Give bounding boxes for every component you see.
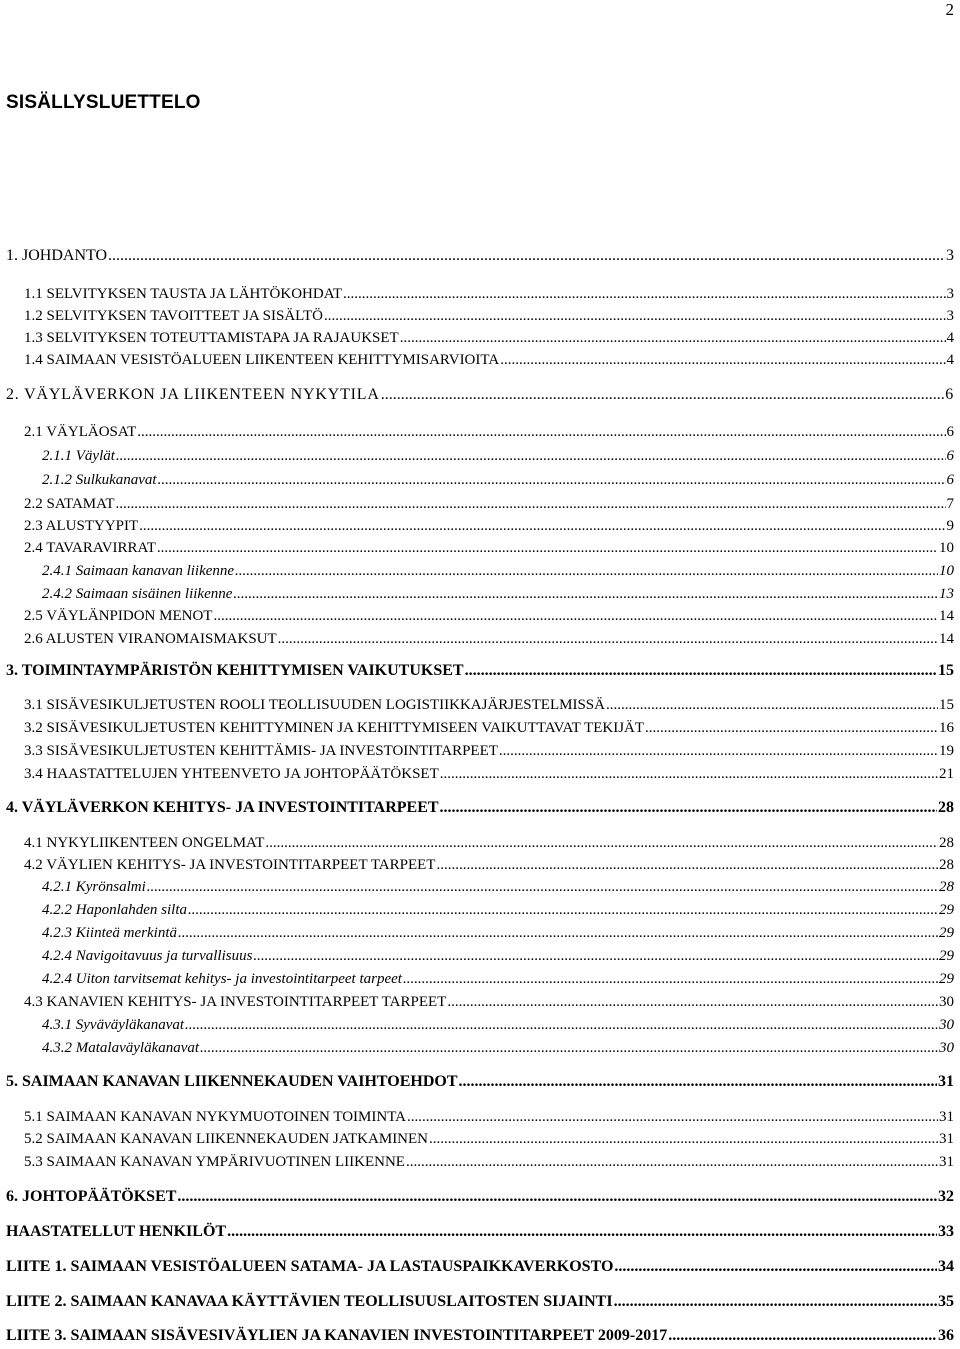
toc-entry-page: 30: [939, 994, 954, 1010]
toc-entry-page: 35: [938, 1293, 954, 1310]
toc-entry-label: 2.4 TAVARAVIRRAT: [24, 540, 156, 556]
dot-leader: [400, 331, 946, 346]
toc-entry-page: 29: [939, 902, 954, 918]
toc-entry-page: 32: [938, 1188, 954, 1205]
dot-leader: [381, 387, 944, 403]
toc-entry-label: 2. VÄYLÄVERKON JA LIIKENTEEN NYKYTILA: [6, 386, 380, 403]
dot-leader: [500, 353, 945, 368]
toc-entry[interactable]: [24, 331, 954, 346]
toc-entry-label: 5.2 SAIMAAN KANAVAN LIIKENNEKAUDEN JATKAMINEN: [24, 1131, 429, 1147]
toc-entry-page: 6: [945, 386, 954, 403]
dot-leader: [185, 1018, 938, 1033]
toc-entry-page: 33: [938, 1223, 954, 1240]
toc-entry-label: 2.3 ALUSTYYPIT: [24, 518, 139, 534]
toc-entry[interactable]: [42, 903, 954, 918]
toc-entry[interactable]: [6, 1328, 954, 1344]
dot-leader: [265, 836, 938, 851]
toc-entry-label: 4.2.4 Uiton tarvitsemat kehitys- ja investointitarpeet tarpeet: [42, 971, 402, 987]
toc-entry-page: 3: [946, 308, 954, 324]
toc-entry-page: 3: [946, 247, 954, 264]
toc-entry-page: 15: [938, 662, 954, 679]
toc-entry-page: 31: [938, 1073, 954, 1090]
dot-leader: [499, 744, 938, 759]
toc-entry[interactable]: [42, 926, 954, 941]
toc-entry-page: 30: [939, 1017, 954, 1033]
toc-entry-label: 1.2 SELVITYKSEN TAVOITTEET JA SISÄLTÖ: [24, 308, 323, 324]
page-title: SISÄLLYSLUETTELO: [6, 92, 201, 113]
toc-entry[interactable]: [42, 972, 954, 987]
dot-leader: [429, 1132, 938, 1147]
dot-leader: [606, 698, 938, 713]
toc-entry-page: 36: [938, 1327, 954, 1344]
dot-leader: [227, 1224, 937, 1240]
toc-entry-page: 4: [946, 352, 954, 368]
dot-leader: [407, 1110, 938, 1125]
toc-entry-page: 3: [946, 286, 954, 302]
toc-entry[interactable]: [24, 309, 954, 324]
toc-entry-label: 4.3 KANAVIEN KEHITYS- JA INVESTOINTITARPEET TARPEET: [24, 994, 447, 1010]
toc-entry-page: 19: [939, 743, 954, 759]
toc-entry-label: 1.1 SELVITYKSEN TAUSTA JA LÄHTÖKOHDAT: [24, 286, 343, 302]
dot-leader: [440, 767, 938, 782]
toc-entry-label: 2.1.1 Väylät: [42, 448, 115, 464]
toc-entry[interactable]: [24, 519, 954, 534]
toc-entry[interactable]: [24, 609, 954, 624]
dot-leader: [158, 473, 946, 488]
toc-entry-page: 29: [939, 948, 954, 964]
toc-entry-label: 2.1 VÄYLÄOSAT: [24, 424, 137, 440]
dot-leader: [213, 609, 938, 624]
toc-entry-label: LIITE 3. SAIMAAN SISÄVESIVÄYLIEN JA KANAVIEN INVESTOINTITARPEET 2009-2017: [6, 1327, 668, 1344]
toc-entry[interactable]: [6, 387, 954, 403]
toc-entry[interactable]: [42, 587, 954, 602]
toc-entry-label: 1. JOHDANTO: [6, 247, 108, 264]
dot-leader: [436, 858, 938, 873]
toc-entry[interactable]: [42, 564, 954, 579]
toc-entry-page: 15: [939, 697, 954, 713]
dot-leader: [645, 721, 938, 736]
toc-entry[interactable]: [24, 767, 954, 782]
toc-entry[interactable]: [24, 858, 954, 873]
toc-entry[interactable]: [24, 995, 954, 1010]
dot-leader: [278, 632, 938, 647]
toc-entry-label: LIITE 2. SAIMAAN KANAVAA KÄYTTÄVIEN TEOLLISUUSLAITOSTEN SIJAINTI: [6, 1293, 613, 1310]
toc-entry-label: 4.2.1 Kyrönsalmi: [42, 879, 146, 895]
toc-entry-label: 5.3 SAIMAAN KANAVAN YMPÄRIVUOTINEN LIIKENNE: [24, 1154, 405, 1170]
toc-entry-label: 4.1 NYKYLIIKENTEEN ONGELMAT: [24, 835, 265, 851]
toc-entry[interactable]: [42, 1018, 954, 1033]
toc-entry[interactable]: [42, 1041, 954, 1056]
toc-entry-label: 6. JOHTOPÄÄTÖKSET: [6, 1188, 177, 1205]
page-number: 2: [945, 0, 954, 19]
dot-leader: [614, 1294, 937, 1310]
toc-entry-label: HAASTATELLUT HENKILÖT: [6, 1223, 227, 1240]
toc-entry-page: 7: [946, 496, 954, 512]
toc-entry[interactable]: [24, 1110, 954, 1125]
toc-entry[interactable]: [6, 1224, 954, 1240]
toc-entry[interactable]: [6, 248, 954, 264]
toc-entry-label: 3. TOIMINTAYMPÄRISTÖN KEHITTYMISEN VAIKUTUKSET: [6, 662, 464, 679]
toc-entry[interactable]: [24, 632, 954, 647]
dot-leader: [233, 587, 938, 602]
toc-entry[interactable]: [24, 721, 954, 736]
toc-entry-page: 6: [946, 472, 954, 488]
toc-entry-page: 34: [938, 1258, 954, 1275]
toc-entry-label: 3.3 SISÄVESIKULJETUSTEN KEHITTÄMIS- JA INVESTOINTITARPEET: [24, 743, 498, 759]
toc-entry-label: 3.1 SISÄVESIKULJETUSTEN ROOLI TEOLLISUUDEN LOGISTIIKKAJÄRJESTELMISSÄ: [24, 697, 605, 713]
toc-entry[interactable]: [6, 800, 954, 816]
dot-leader: [343, 287, 945, 302]
toc-entry-page: 30: [939, 1040, 954, 1056]
toc-entry-label: 4. VÄYLÄVERKON KEHITYS- JA INVESTOINTITARPEET: [6, 799, 439, 816]
toc-entry-page: 9: [946, 518, 954, 534]
toc-entry-page: 6: [946, 424, 954, 440]
toc-entry-label: 4.2.2 Haponlahden silta: [42, 902, 187, 918]
toc-entry-page: 4: [946, 330, 954, 346]
dot-leader: [253, 949, 938, 964]
dot-leader: [116, 449, 946, 464]
toc-entry[interactable]: [24, 287, 954, 302]
dot-leader: [447, 995, 938, 1010]
toc-entry[interactable]: [6, 1294, 954, 1310]
dot-leader: [115, 497, 945, 512]
dot-leader: [668, 1328, 937, 1344]
toc-entry-page: 28: [939, 835, 954, 851]
toc-entry[interactable]: [42, 880, 954, 895]
toc-entry-label: 5. SAIMAAN KANAVAN LIIKENNEKAUDEN VAIHTOEHDOT: [6, 1073, 458, 1090]
toc-entry-label: 2.1.2 Sulkukanavat: [42, 472, 157, 488]
toc-entry-label: 3.2 SISÄVESIKULJETUSTEN KEHITTYMINEN JA KEHITTYMISEEN VAIKUTTAVAT TEKIJÄT: [24, 720, 645, 736]
toc-entry-label: 2.2 SATAMAT: [24, 496, 115, 512]
toc-entry-page: 28: [939, 879, 954, 895]
toc-entry-label: 2.4.1 Saimaan kanavan liikenne: [42, 563, 235, 579]
toc-entry-page: 14: [939, 608, 954, 624]
dot-leader: [200, 1041, 938, 1056]
toc-entry-label: 4.2 VÄYLIEN KEHITYS- JA INVESTOINTITARPEET TARPEET: [24, 857, 436, 873]
toc-entry-label: 1.3 SELVITYKSEN TOTEUTTAMISTAPA JA RAJAUKSET: [24, 330, 399, 346]
dot-leader: [139, 519, 945, 534]
dot-leader: [459, 1074, 938, 1090]
toc-entry[interactable]: [42, 949, 954, 964]
dot-leader: [147, 880, 938, 895]
toc-entry-label: 2.4.2 Saimaan sisäinen liikenne: [42, 586, 233, 602]
dot-leader: [178, 926, 938, 941]
toc-entry[interactable]: [24, 744, 954, 759]
toc-entry[interactable]: [6, 1074, 954, 1090]
toc-entry[interactable]: [42, 449, 954, 464]
dot-leader: [614, 1259, 937, 1275]
toc-entry-page: 14: [939, 631, 954, 647]
toc-entry[interactable]: [6, 663, 954, 679]
toc-entry-page: 29: [939, 925, 954, 941]
toc-entry-label: 1.4 SAIMAAN VESISTÖALUEEN LIIKENTEEN KEHITTYMISARVIOITA: [24, 352, 500, 368]
toc-entry-page: 31: [939, 1131, 954, 1147]
toc-entry-page: 13: [939, 586, 954, 602]
toc-entry[interactable]: [24, 698, 954, 713]
toc-entry-label: 2.5 VÄYLÄNPIDON MENOT: [24, 608, 213, 624]
toc-entry-page: 6: [946, 448, 954, 464]
toc-entry-page: 29: [939, 971, 954, 987]
dot-leader: [137, 425, 945, 440]
toc-entry[interactable]: [24, 1155, 954, 1170]
toc-entry-page: 31: [939, 1154, 954, 1170]
toc-entry[interactable]: [24, 836, 954, 851]
toc-entry-page: 28: [939, 857, 954, 873]
toc-entry-page: 10: [939, 563, 954, 579]
toc-entry-label: LIITE 1. SAIMAAN VESISTÖALUEEN SATAMA- JA LASTAUSPAIKKAVERKOSTO: [6, 1258, 614, 1275]
toc-entry-page: 16: [939, 720, 954, 736]
dot-leader: [235, 564, 938, 579]
toc-entry[interactable]: [6, 1189, 954, 1205]
toc-entry[interactable]: [24, 425, 954, 440]
dot-leader: [108, 248, 945, 264]
dot-leader: [177, 1189, 937, 1205]
toc-entry-label: 5.1 SAIMAAN KANAVAN NYKYMUOTOINEN TOIMINTA: [24, 1109, 407, 1125]
dot-leader: [188, 903, 938, 918]
dot-leader: [324, 309, 946, 324]
toc-entry[interactable]: [6, 1259, 954, 1275]
toc-entry-label: 2.6 ALUSTEN VIRANOMAISMAKSUT: [24, 631, 277, 647]
toc-entry[interactable]: [24, 497, 954, 512]
toc-entry[interactable]: [24, 541, 954, 556]
toc-entry-label: 4.3.2 Matalaväyläkanavat: [42, 1040, 200, 1056]
toc-entry-page: 21: [939, 766, 954, 782]
toc-entry-label: 4.2.4 Navigoitavuus ja turvallisuus: [42, 948, 253, 964]
toc-entry-label: 4.2.3 Kiinteä merkintä: [42, 925, 177, 941]
dot-leader: [157, 541, 938, 556]
toc-entry-page: 31: [939, 1109, 954, 1125]
toc-entry-label: 4.3.1 Syväväyläkanavat: [42, 1017, 185, 1033]
toc-entry-label: 3.4 HAASTATTELUJEN YHTEENVETO JA JOHTOPÄÄTÖKSET: [24, 766, 439, 782]
dot-leader: [440, 800, 937, 816]
dot-leader: [403, 972, 938, 987]
toc-entry-page: 28: [938, 799, 954, 816]
dot-leader: [465, 663, 937, 679]
toc-entry[interactable]: [42, 473, 954, 488]
toc-entry[interactable]: [24, 353, 954, 368]
toc-entry[interactable]: [24, 1132, 954, 1147]
dot-leader: [406, 1155, 938, 1170]
toc-entry-page: 10: [939, 540, 954, 556]
